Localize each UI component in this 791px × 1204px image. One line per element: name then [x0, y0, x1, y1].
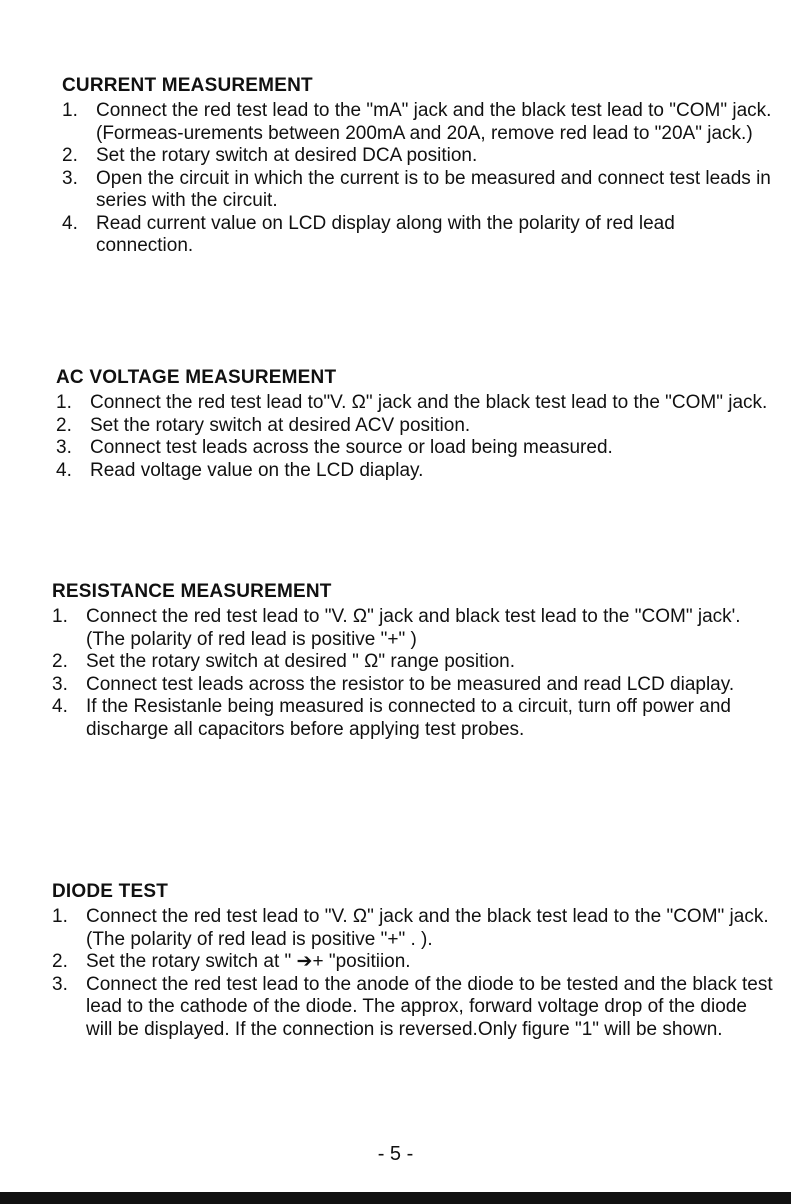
- step-number: 2.: [52, 651, 68, 672]
- section-heading: RESISTANCE MEASUREMENT: [52, 581, 332, 602]
- step-text: Open the circuit in which the current is to be measured and connect test leads in series with the circuit.: [96, 167, 771, 211]
- step-number: 4.: [62, 212, 78, 234]
- step-item: [52, 974, 773, 1042]
- section-current-measurement: [62, 74, 773, 258]
- step-item: [52, 906, 773, 951]
- step-item: [56, 437, 773, 460]
- step-number: 4.: [52, 696, 68, 717]
- step-item: [62, 100, 773, 145]
- step-text: Connect the red test lead to the anode of the diode to be tested and the black test lead to the cathode of the diode. The approx, forward voltage drop of the diode will be displayed. If the connection is reversed.Only figure "1" will be shown.: [86, 973, 773, 1040]
- step-number: 1.: [62, 100, 78, 121]
- step-number: 3.: [52, 673, 68, 695]
- step-number: 2.: [52, 951, 68, 972]
- step-text: Connect the red test lead to "V. Ω" jack and the black test lead to the "COM" jack. (The polarity of red lead is positive "+" . ).: [86, 906, 769, 950]
- step-number: 2.: [56, 414, 72, 436]
- step-item: [56, 460, 773, 483]
- step-item: [52, 674, 773, 697]
- step-text: Connect test leads across the resistor to be measured and read LCD diaplay.: [86, 673, 735, 695]
- step-number: 1.: [52, 906, 68, 927]
- step-item: [56, 415, 773, 438]
- step-text: Read current value on LCD display along with the polarity of red lead connection.: [96, 212, 675, 256]
- step-text: If the Resistanle being measured is connected to a circuit, turn off power and discharge all capacitors before applying test probes.: [86, 696, 731, 740]
- page-number: - 5 -: [377, 1143, 414, 1165]
- step-list: [56, 392, 773, 482]
- section-ac-voltage-measurement: [56, 366, 773, 482]
- step-item: [56, 392, 773, 415]
- step-number: 3.: [56, 437, 72, 458]
- section-heading: AC VOLTAGE MEASUREMENT: [56, 367, 337, 388]
- section-resistance-measurement: [52, 580, 773, 741]
- step-item: [52, 651, 773, 674]
- step-list: [52, 906, 773, 1041]
- step-text: Set the rotary switch at " ➔+ "positiion.: [86, 951, 411, 972]
- step-number: 1.: [52, 606, 68, 627]
- step-number: 3.: [52, 973, 68, 995]
- scan-bottom-edge: [0, 1192, 791, 1204]
- step-text: Connect the red test lead to"V. Ω" jack and the black test lead to the "COM" jack.: [90, 392, 768, 413]
- step-number: 4.: [56, 459, 72, 481]
- step-text: Set the rotary switch at desired " Ω" range position.: [86, 651, 516, 672]
- step-item: [52, 951, 773, 974]
- step-text: Set the rotary switch at desired DCA position.: [96, 145, 478, 166]
- step-item: [62, 168, 773, 213]
- step-item: [52, 696, 773, 741]
- section-heading: CURRENT MEASUREMENT: [62, 75, 313, 96]
- step-text: Connect the red test lead to "V. Ω" jack and black test lead to the "COM" jack'. (The polarity of red lead is positive "+" ): [86, 606, 741, 650]
- step-text: Set the rotary switch at desired ACV position.: [90, 414, 471, 436]
- section-heading: DIODE TEST: [52, 881, 169, 902]
- step-list: [52, 606, 773, 741]
- step-number: 1.: [56, 392, 72, 413]
- step-text: Connect test leads across the source or load being measured.: [90, 437, 613, 458]
- step-text: Connect the red test lead to the "mA" jack and the black test lead to "COM" jack. (Formeas-urements between 200mA and 20A, remove red lead to "20A" jack.): [96, 100, 772, 144]
- step-number: 2.: [62, 145, 78, 166]
- step-number: 3.: [62, 167, 78, 189]
- step-item: [62, 213, 773, 258]
- step-text: Read voltage value on the LCD diaplay.: [90, 459, 424, 481]
- step-item: [52, 606, 773, 651]
- step-item: [62, 145, 773, 168]
- step-list: [62, 100, 773, 258]
- section-diode-test: [52, 880, 773, 1041]
